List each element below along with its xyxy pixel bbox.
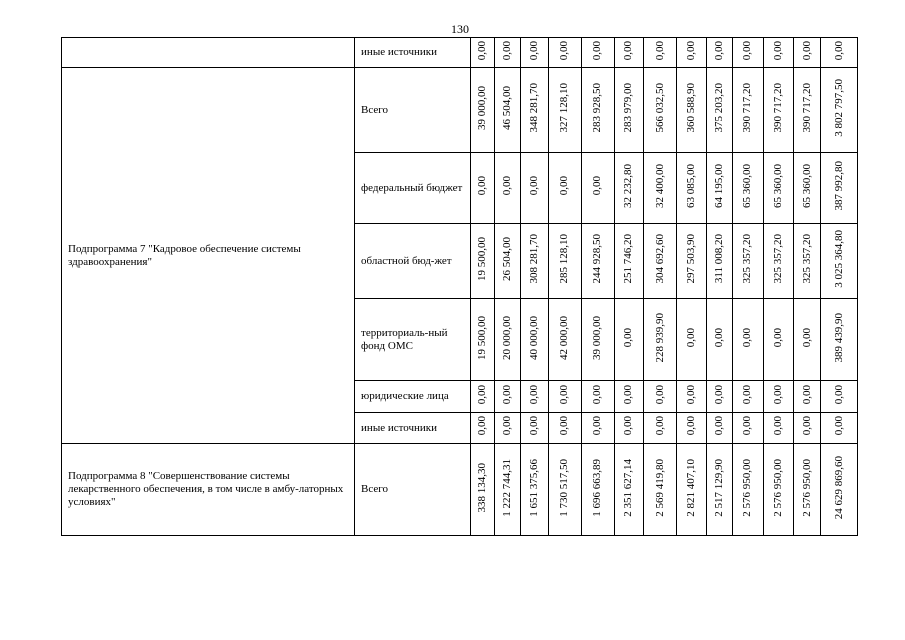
value-text: 325 357,20 [741, 234, 754, 284]
value-cell [763, 299, 793, 381]
value-cell [582, 224, 614, 299]
value-cell [677, 224, 706, 299]
value-text: 0,00 [528, 416, 541, 436]
value-cell [614, 224, 643, 299]
value-cell [582, 38, 614, 68]
value-text: 20 000,00 [501, 315, 514, 360]
value-text: 0,00 [713, 327, 726, 348]
value-text: 283 979,00 [622, 83, 635, 133]
value-text: 0,00 [800, 416, 813, 436]
value-cell [821, 153, 858, 224]
value-cell [794, 381, 821, 413]
value-text: 0,00 [622, 327, 635, 348]
value-text: 390 717,20 [741, 83, 754, 133]
value-text: 0,00 [558, 40, 571, 61]
value-cell [821, 444, 858, 536]
value-cell [763, 381, 793, 413]
value-cell [644, 413, 677, 444]
value-text: 283 928,50 [591, 83, 604, 133]
value-cell [614, 299, 643, 381]
value-cell [494, 68, 520, 153]
empty-program-cell [62, 38, 355, 68]
value-cell [644, 299, 677, 381]
value-text: 0,00 [685, 384, 698, 405]
value-cell [644, 444, 677, 536]
value-cell [494, 224, 520, 299]
value-cell [494, 38, 520, 68]
value-text: 0,00 [591, 176, 604, 196]
funding-source-label: иные источники [361, 421, 438, 434]
value-cell [677, 153, 706, 224]
value-text: 3 025 364,80 [832, 230, 845, 288]
value-cell [521, 38, 548, 68]
value-text: 19 500,00 [475, 315, 488, 360]
value-cell [794, 153, 821, 224]
funding-source-cell [355, 413, 471, 444]
value-cell [821, 413, 858, 444]
value-text: 0,00 [475, 176, 488, 196]
value-cell [582, 444, 614, 536]
value-text: 39 000,00 [475, 86, 488, 130]
value-cell [677, 413, 706, 444]
value-text: 251 746,20 [622, 234, 635, 284]
value-cell [470, 299, 494, 381]
value-text: 0,00 [501, 176, 514, 196]
value-text: 26 504,00 [501, 237, 514, 281]
value-text: 64 195,00 [713, 164, 726, 208]
value-cell [644, 38, 677, 68]
value-text: 1 651 375,66 [528, 458, 541, 517]
value-cell [494, 299, 520, 381]
table-row [62, 68, 858, 153]
value-cell [614, 68, 643, 153]
value-text: 325 357,20 [800, 234, 813, 284]
value-cell [614, 444, 643, 536]
value-text: 375 203,20 [713, 83, 726, 133]
value-cell [548, 299, 581, 381]
budget-table [61, 37, 858, 536]
value-text: 2 576 950,00 [741, 458, 754, 517]
table-row [62, 444, 858, 536]
funding-source-label: Всего [361, 483, 389, 495]
value-text: 0,00 [741, 327, 754, 348]
value-cell [521, 153, 548, 224]
subprogram-name: Подпрограмма 8 "Совершенствование системы лекарственного обеспечения, в том числе в амбу-латорных условиях" [68, 470, 344, 508]
value-text: 387 992,80 [832, 161, 845, 211]
value-cell [521, 68, 548, 153]
value-cell [548, 413, 581, 444]
value-text: 3 802 797,50 [832, 79, 845, 137]
value-text: 1 222 744,31 [501, 458, 514, 517]
value-text: 0,00 [475, 40, 488, 61]
value-text: 0,00 [832, 416, 845, 436]
funding-source-cell [355, 68, 471, 153]
value-cell [706, 381, 732, 413]
value-text: 2 576 950,00 [800, 458, 813, 517]
value-cell [521, 224, 548, 299]
value-cell [470, 381, 494, 413]
value-text: 325 357,20 [771, 234, 784, 284]
value-cell [794, 299, 821, 381]
funding-source-cell [355, 299, 471, 381]
value-text: 0,00 [591, 40, 604, 61]
value-text: 0,00 [685, 40, 698, 61]
value-cell [677, 299, 706, 381]
value-text: 0,00 [713, 384, 726, 405]
value-text: 2 517 129,90 [713, 458, 726, 517]
value-cell [706, 413, 732, 444]
value-text: 32 232,80 [622, 164, 635, 208]
value-cell [582, 413, 614, 444]
value-text: 42 000,00 [558, 315, 571, 360]
value-text: 228 939,90 [653, 312, 666, 363]
value-text: 0,00 [685, 416, 698, 436]
value-cell [821, 381, 858, 413]
value-text: 65 360,00 [741, 164, 754, 208]
funding-source-label: федеральный бюджет [361, 181, 463, 194]
value-cell [733, 153, 763, 224]
value-cell [821, 299, 858, 381]
value-text: 0,00 [622, 416, 635, 436]
value-text: 0,00 [558, 416, 571, 436]
value-text: 0,00 [800, 327, 813, 348]
value-text: 308 281,70 [528, 234, 541, 284]
value-cell [763, 38, 793, 68]
value-cell [494, 381, 520, 413]
value-text: 19 500,00 [475, 237, 488, 281]
value-cell [548, 381, 581, 413]
value-cell [706, 153, 732, 224]
value-cell [548, 153, 581, 224]
table-row [62, 38, 858, 68]
funding-source-cell [355, 153, 471, 224]
funding-source-cell [355, 224, 471, 299]
value-text: 327 128,10 [558, 83, 571, 133]
value-text: 0,00 [528, 40, 541, 61]
value-text: 65 360,00 [771, 164, 784, 208]
value-cell [582, 299, 614, 381]
value-text: 46 504,00 [501, 86, 514, 130]
value-text: 32 400,00 [653, 164, 666, 208]
funding-source-cell [355, 38, 471, 68]
value-cell [614, 381, 643, 413]
value-cell [706, 38, 732, 68]
value-text: 0,00 [741, 40, 754, 61]
value-text: 338 134,30 [475, 462, 488, 513]
value-cell [794, 224, 821, 299]
value-cell [794, 444, 821, 536]
value-text: 0,00 [591, 384, 604, 405]
value-text: 2 569 419,80 [653, 458, 666, 517]
value-cell [763, 153, 793, 224]
value-cell [706, 444, 732, 536]
value-cell [733, 381, 763, 413]
value-cell [733, 444, 763, 536]
value-cell [821, 38, 858, 68]
value-text: 0,00 [528, 384, 541, 405]
value-cell [677, 38, 706, 68]
value-cell [614, 413, 643, 444]
value-cell [794, 38, 821, 68]
value-text: 348 281,70 [528, 83, 541, 133]
value-cell [794, 68, 821, 153]
subprogram-name-cell [62, 68, 355, 444]
value-text: 311 008,20 [713, 234, 726, 284]
value-cell [521, 381, 548, 413]
value-cell [733, 68, 763, 153]
funding-source-label: иные источники [361, 46, 438, 58]
value-text: 285 128,10 [558, 234, 571, 284]
value-cell [821, 68, 858, 153]
value-text: 0,00 [501, 384, 514, 405]
value-text: 2 351 627,14 [622, 458, 635, 517]
value-text: 390 717,20 [800, 83, 813, 133]
funding-source-label: юридические лица [361, 390, 449, 402]
value-cell [677, 444, 706, 536]
value-text: 0,00 [501, 40, 514, 61]
value-text: 0,00 [528, 176, 541, 196]
value-cell [494, 153, 520, 224]
value-text: 0,00 [591, 416, 604, 436]
value-text: 0,00 [741, 416, 754, 436]
value-cell [763, 413, 793, 444]
value-cell [582, 153, 614, 224]
value-cell [706, 224, 732, 299]
value-text: 0,00 [800, 384, 813, 405]
value-cell [733, 299, 763, 381]
value-text: 0,00 [832, 384, 845, 405]
value-text: 24 629 869,60 [832, 455, 845, 520]
value-cell [521, 299, 548, 381]
value-cell [470, 68, 494, 153]
value-cell [794, 413, 821, 444]
value-cell [733, 413, 763, 444]
value-text: 0,00 [771, 327, 784, 348]
funding-source-label: областной бюд-жет [361, 254, 452, 267]
value-text: 2 821 407,10 [685, 458, 698, 517]
value-text: 0,00 [622, 384, 635, 405]
value-cell [494, 413, 520, 444]
value-text: 1 730 517,50 [558, 458, 571, 517]
funding-source-label: территориаль-ный фонд ОМС [361, 326, 448, 352]
value-cell [614, 153, 643, 224]
value-cell [548, 224, 581, 299]
value-cell [706, 299, 732, 381]
value-text: 0,00 [558, 384, 571, 405]
value-text: 0,00 [653, 384, 666, 405]
value-text: 0,00 [653, 40, 666, 61]
value-cell [521, 413, 548, 444]
value-cell [548, 68, 581, 153]
value-text: 2 576 950,00 [771, 458, 784, 517]
value-cell [548, 444, 581, 536]
value-text: 389 439,90 [832, 312, 845, 363]
value-text: 1 696 663,89 [591, 458, 604, 517]
value-cell [470, 153, 494, 224]
value-text: 40 000,00 [528, 315, 541, 360]
value-cell [706, 68, 732, 153]
value-text: 0,00 [622, 40, 635, 61]
value-text: 0,00 [741, 384, 754, 405]
value-text: 39 000,00 [591, 315, 604, 360]
funding-source-cell [355, 444, 471, 536]
value-cell [582, 68, 614, 153]
value-text: 0,00 [501, 416, 514, 436]
value-text: 0,00 [475, 416, 488, 436]
value-text: 0,00 [713, 40, 726, 61]
value-cell [521, 444, 548, 536]
page-number: 130 [451, 22, 469, 36]
value-text: 0,00 [832, 40, 845, 61]
value-cell [677, 68, 706, 153]
value-cell [821, 224, 858, 299]
value-cell [470, 38, 494, 68]
value-cell [733, 224, 763, 299]
value-cell [614, 38, 643, 68]
value-cell [644, 68, 677, 153]
value-cell [644, 153, 677, 224]
value-text: 566 032,50 [653, 83, 666, 133]
value-text: 0,00 [771, 384, 784, 405]
value-text: 0,00 [771, 416, 784, 436]
value-cell [582, 381, 614, 413]
value-text: 304 692,60 [653, 234, 666, 284]
value-text: 0,00 [771, 40, 784, 61]
value-text: 0,00 [800, 40, 813, 61]
value-text: 0,00 [653, 416, 666, 436]
value-text: 0,00 [558, 176, 571, 196]
value-text: 297 503,90 [685, 234, 698, 284]
value-cell [470, 224, 494, 299]
value-cell [548, 38, 581, 68]
value-cell [470, 444, 494, 536]
subprogram-name: Подпрограмма 7 "Кадровое обеспечение системы здравоохранения" [68, 242, 301, 268]
subprogram-name-cell [62, 444, 355, 536]
value-cell [763, 444, 793, 536]
value-text: 0,00 [475, 384, 488, 405]
value-text: 244 928,50 [591, 234, 604, 284]
value-text: 390 717,20 [771, 83, 784, 133]
value-text: 63 085,00 [685, 164, 698, 208]
value-text: 0,00 [685, 327, 698, 348]
funding-source-cell [355, 381, 471, 413]
value-cell [733, 38, 763, 68]
value-cell [494, 444, 520, 536]
value-cell [677, 381, 706, 413]
value-text: 360 588,90 [685, 83, 698, 133]
value-cell [644, 381, 677, 413]
value-text: 65 360,00 [800, 164, 813, 208]
value-text: 0,00 [713, 416, 726, 436]
value-cell [763, 68, 793, 153]
funding-source-label: Всего [361, 103, 389, 116]
value-cell [644, 224, 677, 299]
value-cell [763, 224, 793, 299]
value-cell [470, 413, 494, 444]
